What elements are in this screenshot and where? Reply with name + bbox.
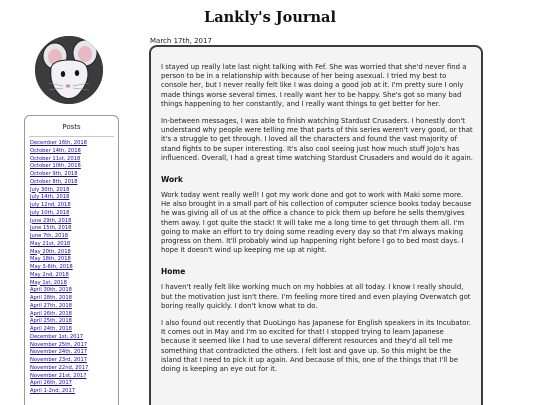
- post-link[interactable]: July 12nd, 2018: [30, 202, 71, 208]
- site-title: Lankly's Journal: [204, 9, 336, 26]
- post-link[interactable]: April 24th, 2018: [30, 326, 72, 332]
- post-list-item: [30, 210, 118, 218]
- post-link[interactable]: May 2nd, 2018: [30, 271, 69, 278]
- entry-paragraph: I stayed up really late last night talking with Fef. She was worried that she'd never find a person to be in a relationship with because of her being asexual. I tried my best to console her, but I never really felt like I was doing a good job at it. I'm pretty sure I only made things worse several times. I really want her to be happy. She's got so many bad things happening to her constantly, and I really want things to get better for her.: [161, 63, 467, 108]
- post-link[interactable]: April 28th, 2018: [30, 295, 72, 301]
- section-heading-work: Work: [161, 175, 183, 185]
- entry-paragraph: I also found out recently that DuoLingo has Japanese for English speakers in its Incubator. It comes out in May and I'm so excited for that! I stopped trying to learn Japanese because it seemed like I had to use several different resources and they'd all tell me something that contradicted the others. I felt lost and gave up. So this might be the island that I need to pick it up again. And because of this, one of the things that I'll be doing is keeping an eye out for it.: [161, 319, 471, 374]
- post-list-item: [30, 194, 118, 202]
- post-link[interactable]: April 30th, 2018: [30, 287, 72, 294]
- post-list-item: [30, 311, 118, 319]
- post-list-item: [30, 365, 118, 373]
- post-list-item: [30, 334, 118, 342]
- post-list-item: [30, 349, 118, 357]
- post-list-item: [30, 256, 118, 264]
- post-link[interactable]: July 10th, 2018: [30, 209, 70, 216]
- posts-sidebar: [24, 115, 119, 405]
- post-link[interactable]: December 16th, 2018: [30, 140, 87, 146]
- post-link[interactable]: June 7th, 2018: [30, 233, 69, 239]
- entry-paragraph: Work today went really well! I got my work done and got to work with Maki some more. He also brought in a small part of his collection of computer science books today because he was giving all of us at the office a chance to pick them up before he sells them/gives them away. I got quite the stack! It will take me a long time to get through them all. I'm going to make an effort to try doing some reading every day so that I'm always making progress on them. It'll probably wind up happening right before I go to bed most days. I hope it doesn't wind up keeping me up at night.: [161, 191, 472, 255]
- rat-avatar-icon: [35, 36, 103, 104]
- entry-paragraph: I haven't really felt like working much on my hobbies at all today. I know I really should, but the motivation just isn't there. I'm feeling more tired and even playing Overwatch got boring really quickly. I don't know what to do.: [161, 283, 471, 310]
- entry-date: March 17th, 2017: [150, 37, 212, 45]
- post-link[interactable]: April 26th, 2017: [30, 380, 72, 387]
- post-link[interactable]: November 21st, 2017: [30, 372, 87, 379]
- post-list-item: [30, 303, 118, 311]
- post-list-item: [30, 218, 118, 226]
- journal-entry: [149, 45, 483, 405]
- post-link[interactable]: November 25th, 2017: [30, 341, 88, 348]
- post-list-item: [30, 272, 118, 280]
- post-link[interactable]: April 27th, 2018: [30, 302, 72, 309]
- post-link[interactable]: July 30th, 2018: [30, 186, 70, 193]
- post-list-item: [30, 233, 118, 241]
- posts-list: [25, 140, 118, 396]
- post-list-item: [30, 202, 118, 210]
- post-list-item: [30, 163, 118, 171]
- post-link[interactable]: November 22nd, 2017: [30, 364, 89, 371]
- post-list-item: [30, 380, 118, 388]
- post-list-item: [30, 264, 118, 272]
- post-list-item: [30, 318, 118, 326]
- post-list-item: [30, 388, 118, 396]
- post-link[interactable]: May 21st, 2018: [30, 240, 71, 247]
- post-list-item: [30, 241, 118, 249]
- post-link[interactable]: June 29th, 2018: [30, 217, 72, 224]
- post-list-item: [30, 326, 118, 334]
- post-list-item: [30, 156, 118, 164]
- post-list-item: [30, 187, 118, 195]
- avatar: [35, 36, 103, 104]
- post-link[interactable]: October 14th, 2018: [30, 147, 81, 154]
- post-link[interactable]: October 8th, 2018: [30, 178, 78, 185]
- post-list-item: [30, 249, 118, 257]
- post-list-item: [30, 357, 118, 365]
- post-link[interactable]: November 23rd, 2017: [30, 357, 88, 363]
- section-heading-home: Home: [161, 267, 186, 277]
- post-list-item: [30, 295, 118, 303]
- post-list-item: [30, 225, 118, 233]
- post-link[interactable]: December 1st, 2017: [30, 333, 84, 340]
- post-link[interactable]: May 18th, 2018: [30, 256, 71, 263]
- post-list-item: [30, 287, 118, 295]
- post-link[interactable]: April 1-2nd, 2017: [30, 388, 76, 394]
- post-link[interactable]: June 15th, 2018: [30, 225, 72, 232]
- posts-title: Posts: [62, 123, 81, 131]
- post-link[interactable]: October 9th, 2018: [30, 171, 78, 177]
- post-link[interactable]: May 3-6th, 2018: [30, 264, 73, 270]
- post-list-item: [30, 373, 118, 381]
- post-link[interactable]: July 14th, 2018: [30, 194, 70, 201]
- post-link[interactable]: October 11st, 2018: [30, 155, 81, 162]
- post-link[interactable]: October 10th, 2018: [30, 163, 81, 170]
- post-link[interactable]: May 20th, 2018: [30, 248, 71, 255]
- entry-paragraph: In-between messages, I was able to finish watching Stardust Crusaders. I honestly don't understand why people were telling me that parts of this series weren't very good, or that it's a struggle to get through. I loved all the characters and found the vast majority of stand fights to be super interesting. It's also cool seeing just how much stuff JoJo's has influenced. Overall, I had a great time watching Stardust Crusaders and would do it again.: [161, 117, 473, 162]
- post-link[interactable]: April 25th, 2018: [30, 318, 72, 325]
- post-list-item: [30, 179, 118, 187]
- post-list-item: [30, 140, 118, 148]
- post-list-item: [30, 148, 118, 156]
- post-link[interactable]: May 1st, 2018: [30, 279, 67, 286]
- post-link[interactable]: April 26th, 2018: [30, 310, 72, 317]
- posts-divider: [29, 136, 114, 137]
- post-list-item: [30, 171, 118, 179]
- post-list-item: [30, 342, 118, 350]
- post-list-item: [30, 280, 118, 288]
- post-link[interactable]: November 24th, 2017: [30, 349, 88, 356]
